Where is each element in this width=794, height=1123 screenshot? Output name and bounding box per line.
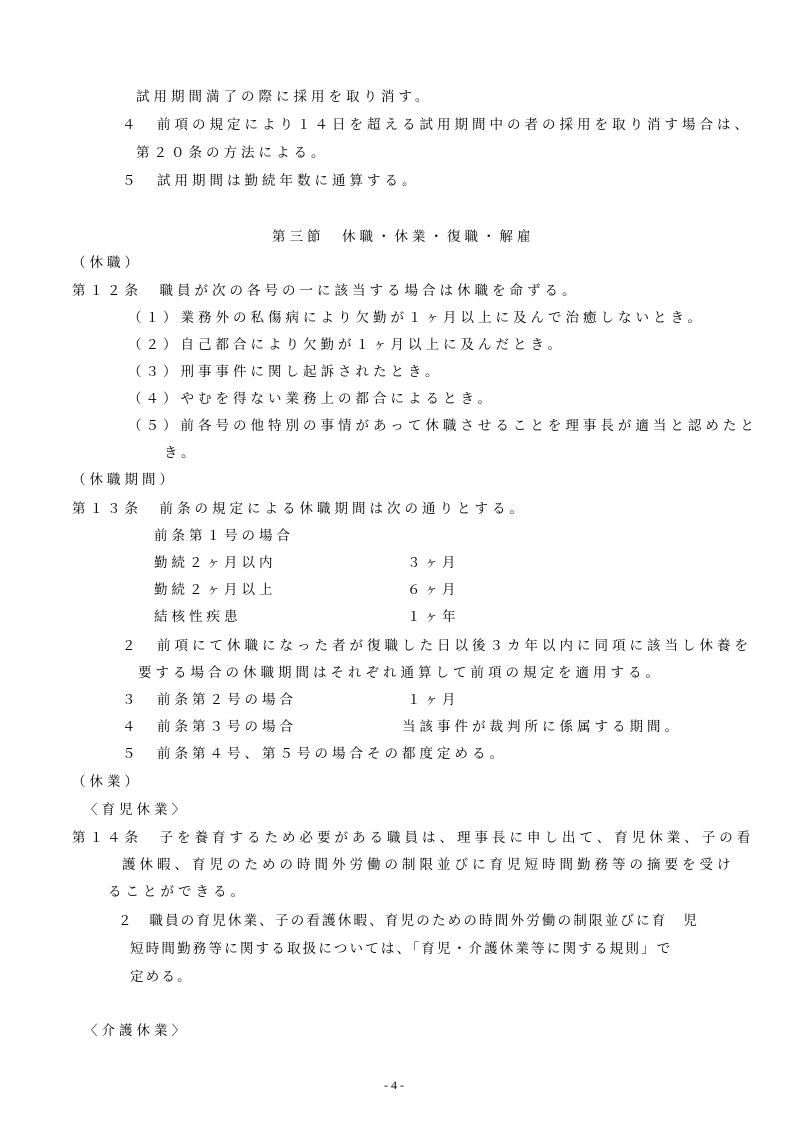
article-13: 第１３条 前条の規定による休職期間は次の通りとする。 — [72, 501, 527, 517]
article-13-row-1-value: ３ヶ月 — [407, 555, 460, 571]
page-number: - 4 - — [384, 1078, 404, 1092]
section-title: 第三節 休職・休業・復職・解雇 — [272, 229, 535, 245]
article-13-para-3: ３ 前条第２号の場合 — [122, 692, 297, 708]
article-13-row-1-label: 勤続２ヶ月以内 — [154, 555, 277, 571]
article-13-para-3-value: １ヶ月 — [407, 692, 460, 708]
heading-ikuji-kyugyo: 〈育児休業〉 — [84, 802, 189, 818]
article-13-para-2: ２ 前項にて休職になった者が復職した日以後３カ年以内に同項に該当し休養を — [122, 638, 752, 654]
article-12-item-1: （１）業務外の私傷病により欠勤が１ヶ月以上に及んで治癒しないとき。 — [128, 310, 705, 326]
line-item-4: ４ 前項の規定により１４日を超える試用期間中の者の採用を取り消す場合は、 — [122, 117, 752, 133]
article-14-cont-2: ることができる。 — [108, 884, 248, 900]
heading-kyushoku-kikan: （休職期間） — [72, 472, 177, 488]
article-12-item-4: （４）やむを得ない業務上の都合によるとき。 — [128, 391, 495, 407]
article-12-item-2: （２）自己都合により欠勤が１ヶ月以上に及んだとき。 — [128, 337, 565, 353]
article-13-para-4: ４ 前条第３号の場合 — [122, 719, 297, 735]
article-13-row-3-label: 結核性疾患 — [154, 609, 242, 625]
heading-kaigo-kyugyo: 〈介護休業〉 — [84, 1023, 189, 1039]
line-trial-cancel: 試用期間満了の際に採用を取り消す。 — [136, 89, 433, 105]
article-13-row-2-value: ６ヶ月 — [407, 582, 460, 598]
article-13-para-2-cont: 要する場合の休職期間はそれぞれ通算して前項の規定を適用する。 — [138, 665, 663, 681]
article-13-case-1: 前条第１号の場合 — [154, 528, 294, 544]
article-12: 第１２条 職員が次の各号の一に該当する場合は休職を命ずる。 — [72, 283, 580, 299]
line-item-4-cont: 第２０条の方法による。 — [136, 145, 329, 161]
article-13-para-4-value: 当該事件が裁判所に係属する期間。 — [402, 719, 682, 735]
article-12-item-3: （３）刑事事件に関し起訴されたとき。 — [128, 364, 443, 380]
article-13-row-2-label: 勤続２ヶ月以上 — [154, 582, 277, 598]
article-14-cont-1: 護休暇、育児のための時間外労働の制限並びに育児短時間勤務等の摘要を受け — [122, 857, 735, 873]
article-13-row-3-value: １ヶ年 — [407, 609, 460, 625]
article-14-para-2: ２ 職員の育児休業、子の看護休暇、育児のための時間外労働の制限並びに育 児 — [118, 913, 699, 929]
heading-kyugyo: （休業） — [72, 774, 142, 790]
article-12-item-5-cont: き。 — [164, 445, 199, 461]
heading-kyushoku: （休職） — [72, 255, 142, 271]
article-13-para-5: ５ 前条第４号、第５号の場合その都度定める。 — [122, 746, 507, 762]
article-12-item-5: （５）前各号の他特別の事情があって休職させることを理事長が適当と認めたと — [128, 418, 758, 434]
article-14-para-2-cont-2: 定める。 — [130, 969, 193, 985]
article-14-para-2-cont-1: 短時間勤務等に関する取扱については、「育児・介護休業等に関する規則」で — [130, 941, 673, 957]
line-item-5: ５ 試用期間は勤続年数に通算する。 — [122, 173, 420, 189]
article-14: 第１４条 子を養育するため必要がある職員は、理事長に申し出て、育児休業、子の看 — [72, 830, 755, 846]
